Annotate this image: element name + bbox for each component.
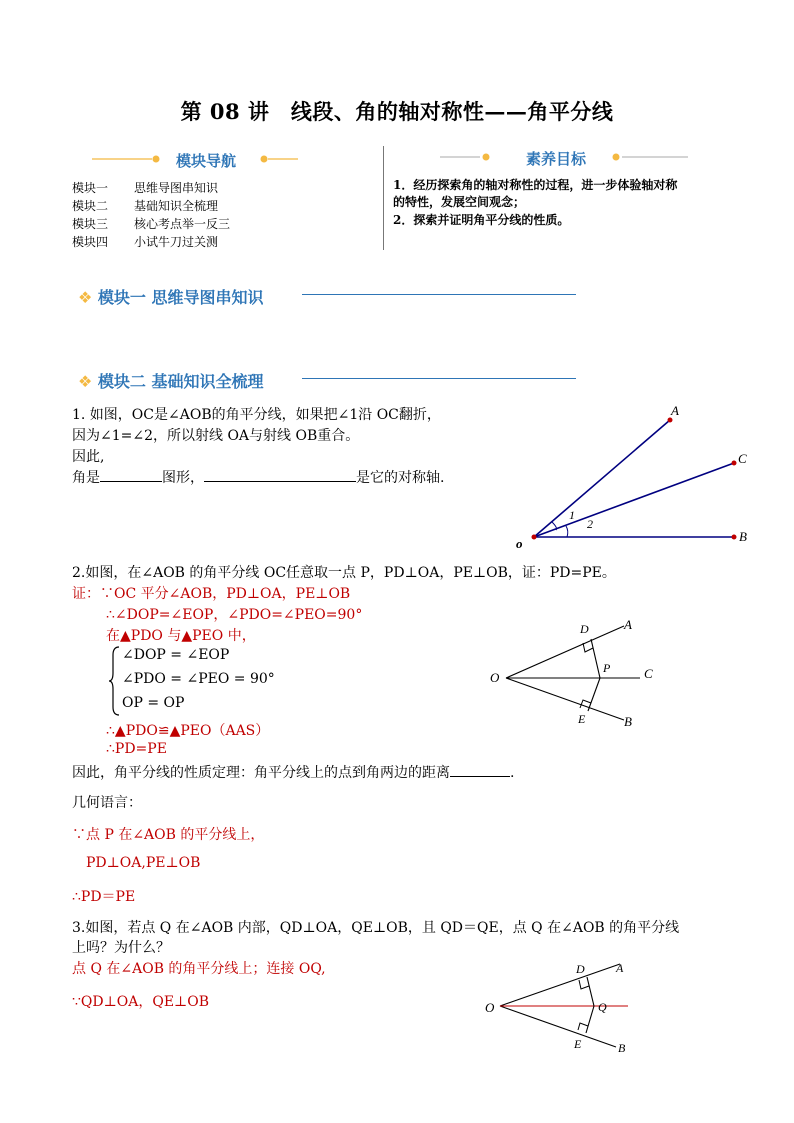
p2-proof-4 — [106, 720, 269, 740]
nav-item-label: 模块二 — [72, 199, 109, 213]
diamond-icon: ❖ — [78, 372, 93, 391]
geo-line-1: ∵点 P 在∠AOB 的平分线上， — [72, 827, 265, 843]
nav-item-text: 小试牛刀过关测 — [134, 235, 219, 249]
nav-item-3[interactable] — [72, 215, 230, 232]
goal-line-2: 的特性，发展空间观念； — [393, 195, 526, 209]
nav-item-text: 核心考点举一反三 — [134, 217, 231, 231]
goal-line-3: 2．探索并证明角平分线的性质。 — [393, 213, 570, 227]
p2-proof-2: ∴∠DOP=∠EOP，∠PDO=∠PEO=90° — [106, 607, 363, 623]
goals-heading: 素养目标 — [526, 150, 587, 168]
figure-angle-bisector-2 — [486, 612, 666, 738]
label-c: C — [644, 666, 653, 681]
answer-blank-2[interactable] — [204, 467, 356, 482]
angle-arc-2 — [566, 526, 568, 537]
label-d: D — [580, 622, 589, 636]
ray-oa — [534, 420, 670, 537]
p2-proof-5: ∴PD=PE — [106, 741, 167, 757]
p2-proof-3 — [106, 625, 256, 645]
triangle-icon: ▲ — [169, 723, 181, 739]
p3-line-4: ∵QD⊥OA，QE⊥OB — [72, 994, 209, 1010]
header-divider — [383, 146, 384, 250]
p2-proof-4b: PDO≌ — [125, 723, 170, 739]
p2-proof-4c: PEO（AAS） — [180, 723, 270, 739]
label-b: B — [618, 1041, 626, 1055]
ray-oc — [534, 463, 734, 537]
geo-line-2: PD⊥OA,PE⊥OB — [86, 855, 201, 871]
label-o: o — [516, 536, 523, 550]
p2-conclusion-end: . — [510, 765, 515, 781]
p2-question: 2.如图，在∠AOB 的角平分线 OC任意取一点 P，PD⊥OA，PE⊥OB，证：PD=PE。 — [72, 565, 616, 581]
label-a: A — [616, 961, 624, 975]
geo-line-3: ∴PD＝PE — [72, 889, 136, 905]
p1-line-2: 因为∠1=∠2，所以射线 OA与射线 OB重合。 — [72, 428, 360, 444]
p3-line-2: 上吗？为什么？ — [72, 940, 170, 956]
label-e: E — [574, 1037, 582, 1051]
p2-conclusion — [72, 762, 514, 782]
nav-item-text: 思维导图串知识 — [134, 181, 219, 195]
label-angle-1: 1 — [569, 508, 575, 522]
figure-angle-bisector-3 — [482, 956, 642, 1060]
right-angle-mark-e — [578, 1023, 588, 1030]
label-q: Q — [598, 1000, 607, 1014]
p1-line-3: 因此, — [72, 449, 105, 465]
answer-blank-1[interactable] — [100, 467, 162, 482]
label-b: B — [624, 714, 632, 729]
p1-text-b: 图形， — [162, 470, 204, 486]
triangle-icon: ▲ — [114, 723, 126, 739]
nav-item-label: 模块一 — [72, 181, 109, 195]
p2-conclusion-text: 因此，角平分线的性质定理：角平分线上的点到角两边的距离 — [72, 765, 450, 781]
label-a: A — [671, 403, 679, 418]
triangle-icon: ▲ — [181, 628, 193, 644]
label-o: O — [485, 1000, 495, 1015]
p1-line-1: 1. 如图，OC是∠AOB的角平分线，如果把∠1沿 OC翻折， — [72, 407, 441, 423]
section-2-rule — [302, 378, 576, 379]
geo-language-title: 几何语言： — [72, 795, 142, 811]
segment-pe — [588, 678, 600, 711]
label-b: B — [739, 529, 747, 544]
p1-line-4 — [72, 467, 444, 487]
label-angle-2: 2 — [587, 517, 593, 531]
nav-heading: 模块导航 — [176, 152, 237, 170]
nav-item-2[interactable] — [72, 197, 218, 214]
point-b — [732, 535, 737, 540]
figure-angle-bisector-1 — [510, 400, 770, 550]
nav-item-label: 模块三 — [72, 217, 109, 231]
p2-proof-3b: PDO 与 — [130, 628, 182, 644]
p1-text-a: 角是 — [72, 470, 100, 486]
system-eq-3: OP = OP — [122, 695, 185, 711]
p2-proof-3a: 在 — [106, 628, 120, 644]
label-d: D — [576, 962, 585, 976]
system-brace — [108, 645, 122, 717]
diamond-icon: ❖ — [78, 288, 93, 307]
segment-qd — [587, 977, 594, 1006]
nav-item-4[interactable] — [72, 233, 218, 250]
point-a — [668, 418, 673, 423]
nav-item-label: 模块四 — [72, 235, 109, 249]
nav-item-1[interactable] — [72, 179, 218, 196]
section-1-title: 模块一 思维导图串知识 — [97, 288, 264, 307]
system-eq-1: ∠DOP = ∠EOP — [122, 647, 230, 663]
label-c: C — [738, 451, 747, 466]
system-eq-2: ∠PDO = ∠PEO = 90° — [122, 671, 275, 687]
goal-line-1: 1．经历探索角的轴对称性的过程，进一步体验轴对称 — [393, 178, 678, 192]
p2-proof-4a: ∴ — [106, 723, 115, 739]
section-1-rule — [302, 294, 576, 295]
section-1-heading — [78, 285, 264, 308]
page-title: 第 08 讲 线段、角的轴对称性——角平分线 — [180, 99, 614, 124]
section-2-heading — [78, 369, 264, 392]
p3-line-1: 3.如图，若点 Q 在∠AOB 内部，QD⊥OA，QE⊥OB，且 QD＝QE，点 Q 在∠AOB 的角平分线 — [72, 920, 680, 936]
label-o: O — [490, 670, 500, 685]
answer-blank-3[interactable] — [450, 762, 510, 777]
p1-text-c: 是它的对称轴. — [356, 470, 445, 486]
segment-pd — [591, 639, 600, 678]
p2-proof-3c: PEO 中， — [192, 628, 256, 644]
label-a: A — [624, 617, 632, 632]
p2-proof-1: 证：∵OC 平分∠AOB，PD⊥OA，PE⊥OB — [72, 586, 351, 602]
label-e: E — [578, 712, 586, 726]
triangle-icon: ▲ — [120, 628, 131, 644]
right-angle-mark-d — [583, 643, 593, 652]
point-o — [532, 535, 537, 540]
nav-item-text: 基础知识全梳理 — [134, 199, 219, 213]
p3-line-3: 点 Q 在∠AOB 的角平分线上；连接 OQ, — [72, 961, 326, 977]
label-p: P — [603, 661, 611, 675]
segment-qe — [586, 1006, 594, 1033]
section-2-title: 模块二 基础知识全梳理 — [97, 372, 264, 391]
ray-ob — [506, 678, 624, 720]
point-c — [732, 461, 737, 466]
